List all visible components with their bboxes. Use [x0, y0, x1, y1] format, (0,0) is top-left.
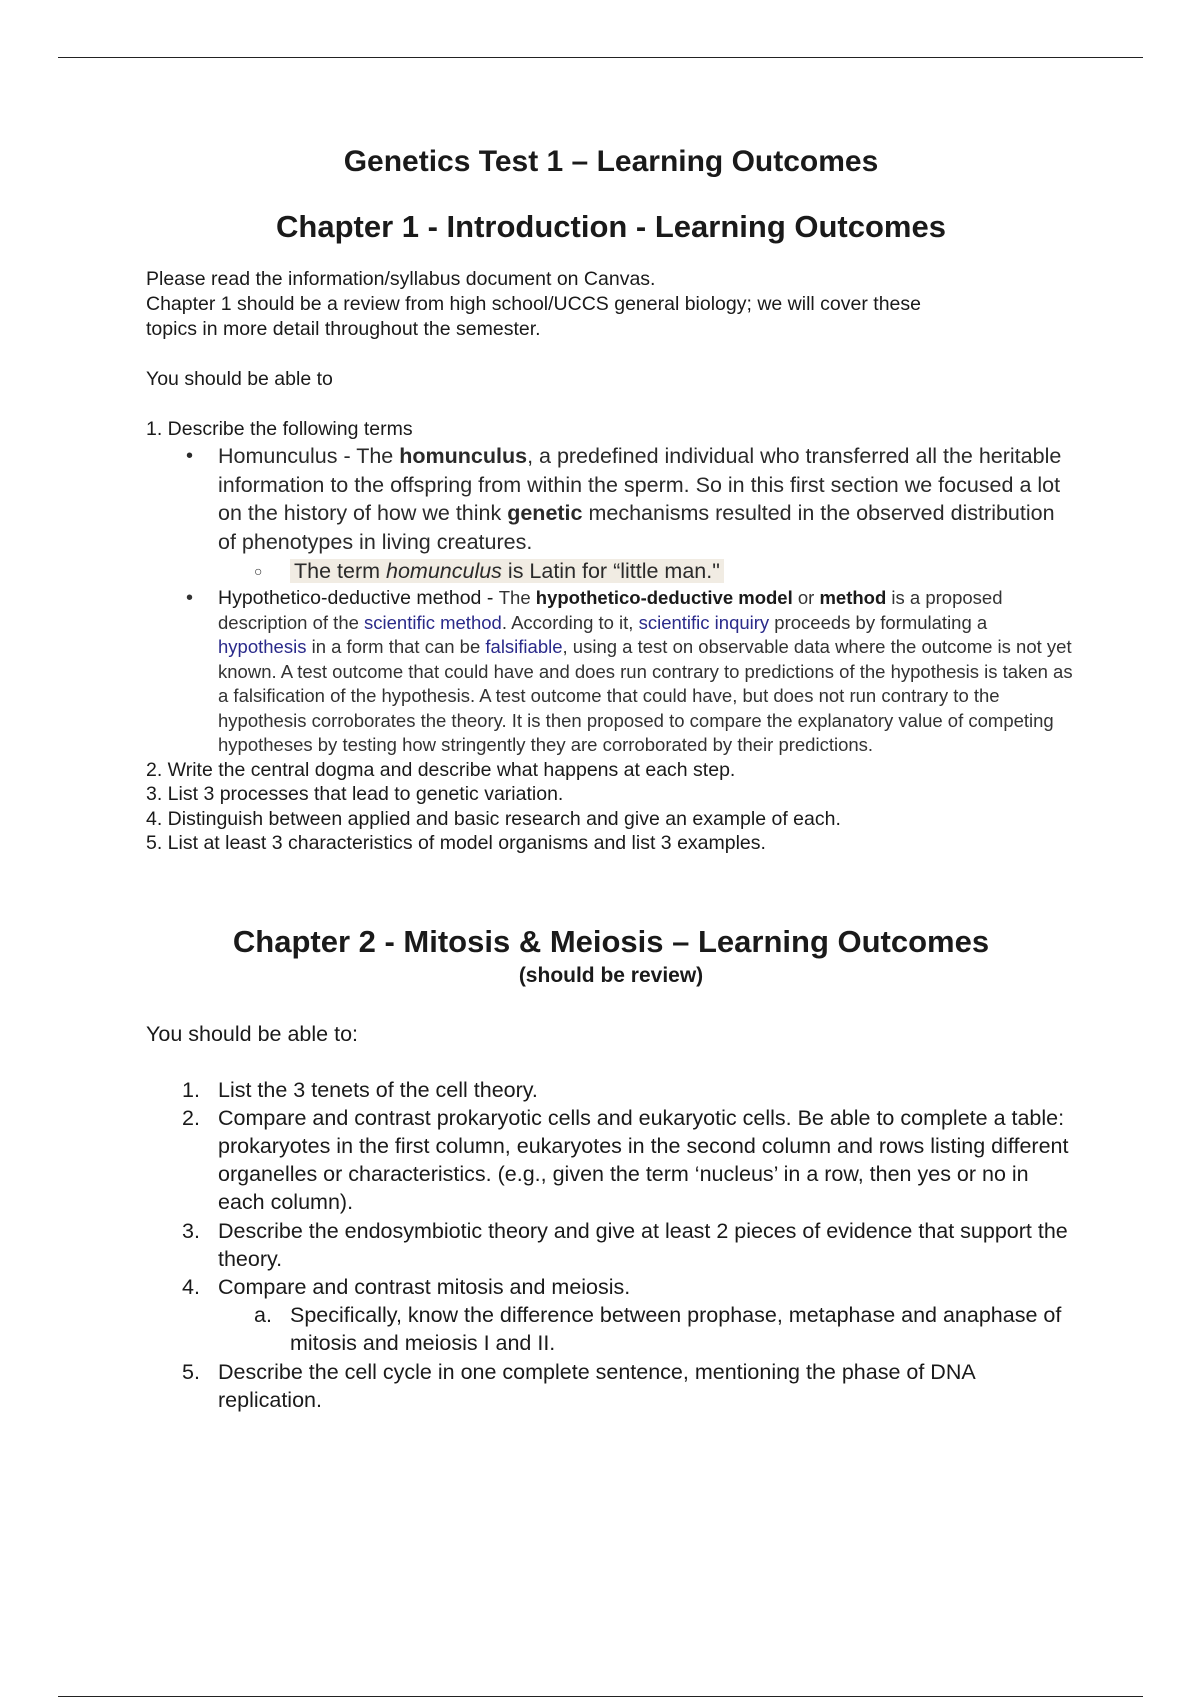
- chapter2-able-to: You should be able to:: [146, 1021, 358, 1046]
- chapter2-sub-item: a. Specifically, know the difference between prophase, metaphase and anaphase of mitosis and meiosis I and II.: [254, 1303, 1062, 1356]
- homunculus-latin-note: ○ The term homunculus is Latin for “little man.": [290, 556, 1076, 586]
- chapter2-subheading: (should be review): [518, 963, 704, 987]
- chapter1-heading: Chapter 1 - Introduction - Learning Outcomes: [276, 209, 946, 244]
- chapter2-sublist: [218, 1301, 1076, 1357]
- chapter1-item-2: 2. Write the central dogma and describe what happens at each step.: [146, 758, 736, 781]
- chapter2-item: 4. Compare and contrast mitosis and meiosis. a. Specifically, know the difference between prophase, metaphase and anaphase of mitosis and meiosis I and II.: [218, 1273, 1076, 1358]
- term-hypothetico-deductive: • Hypothetico-deductive method - The hypothetico-deductive model or method is a proposed description of the scientific method. According to it, scientific inquiry proceeds by formulating a hypothesis in a form that can be falsifiable, using a test on observable data where the outcome is not yet known. A test outcome that could have and does run contrary to predictions of the hypothesis is taken as a falsification of the hypothesis. A test outcome that could have, but does not run contrary to the hypothesis corroborates the theory. It is then proposed to compare the explanatory value of competing hypotheses by testing how stringently they are corroborated by their predictions.: [218, 586, 1076, 758]
- chapter2-items: [146, 1076, 1076, 1414]
- document-body: [146, 145, 1076, 1414]
- chapter1-item-3: 3. List 3 processes that lead to genetic variation.: [146, 783, 564, 805]
- intro-line: Chapter 1 should be a review from high school/UCCS general biology; we will cover these: [146, 293, 921, 315]
- bottom-rule: [58, 1696, 1143, 1697]
- chapter1-able-to: You should be able to: [146, 368, 333, 390]
- intro-line: topics in more detail throughout the semester.: [146, 318, 541, 340]
- chapter2-heading: Chapter 2 - Mitosis & Meiosis – Learning Outcomes: [232, 923, 990, 959]
- chapter2-item: 5. Describe the cell cycle in one complete sentence, mentioning the phase of DNA replication.: [182, 1359, 975, 1412]
- link-scientific-inquiry[interactable]: scientific inquiry: [638, 611, 770, 633]
- chapter2-item: 2. Compare and contrast prokaryotic cells and eukaryotic cells. Be able to complete a table: prokaryotes in the first column, eukaryotes in the second column and rows listing different organelles or characteristics. (e.g., given the term ‘nucleus’ in a row, then yes or no in each column).: [182, 1105, 1069, 1215]
- top-rule: [58, 57, 1143, 58]
- homunculus-sublist: [218, 556, 1076, 586]
- terms-list: [146, 442, 1076, 758]
- chapter1-items: [146, 758, 1076, 856]
- document-title: Genetics Test 1 – Learning Outcomes: [343, 145, 879, 178]
- chapter1-item-5: 5. List at least 3 characteristics of model organisms and list 3 examples.: [146, 832, 766, 854]
- link-scientific-method[interactable]: scientific method: [364, 611, 502, 633]
- intro-line: Please read the information/syllabus document on Canvas.: [146, 268, 656, 290]
- chapter2-item: 3. Describe the endosymbiotic theory and give at least 2 pieces of evidence that support the theory.: [182, 1218, 1068, 1271]
- chapter1-item-1: 1. Describe the following terms: [146, 418, 413, 440]
- chapter2-item: 1. List the 3 tenets of the cell theory.: [182, 1077, 538, 1102]
- chapter1-intro: [146, 267, 1076, 342]
- chapter1-item-4: 4. Distinguish between applied and basic research and give an example of each.: [146, 807, 841, 830]
- link-hypothesis[interactable]: hypothesis: [218, 636, 307, 657]
- term-homunculus: • Homunculus - The homunculus, a predefined individual who transferred all the heritable information to the offspring from within the sperm. So in this first section we focused a lot on the history of how we think genetic mechanisms resulted in the observed distribution of phenotypes in living creatures. ○ The term homunculus is Latin for “little man.": [218, 442, 1076, 586]
- link-falsifiable[interactable]: falsifiable: [485, 636, 563, 657]
